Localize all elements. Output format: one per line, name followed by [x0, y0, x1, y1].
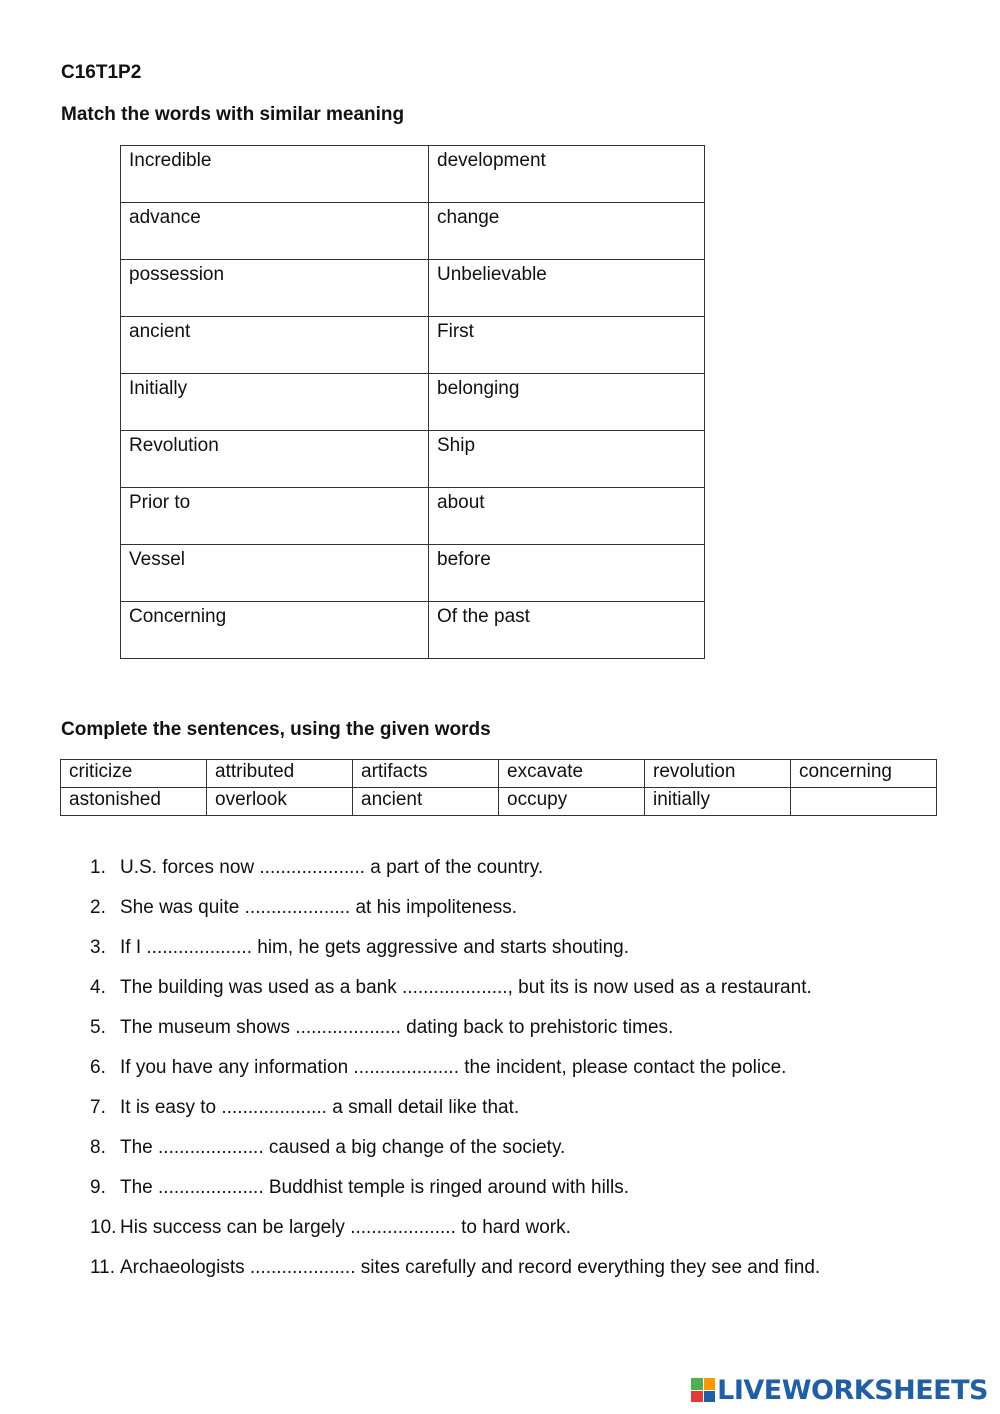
word-bank-cell: artifacts — [353, 760, 499, 788]
sentence-text: The building was used as a bank ...................., but its is now used as a restaurant. — [120, 977, 812, 998]
liveworksheets-logo — [691, 1374, 988, 1406]
matching-synonym: before — [429, 545, 705, 602]
matching-row — [121, 317, 705, 374]
matching-synonym: about — [429, 488, 705, 545]
matching-row — [121, 260, 705, 317]
sentence-number: 6. — [90, 1057, 106, 1078]
sentence-text: She was quite .................... at his impoliteness. — [120, 897, 518, 918]
sentence-text: U.S. forces now .................... a part of the country. — [120, 857, 544, 878]
word-bank-cell: initially — [645, 788, 791, 816]
matching-row — [121, 431, 705, 488]
word-bank-table — [60, 759, 937, 816]
matching-word: ancient — [121, 317, 429, 374]
liveworksheets-logo-icon — [691, 1378, 715, 1402]
worksheet-code: C16T1P2 — [61, 62, 142, 83]
sentence-number: 10. — [90, 1217, 117, 1238]
word-bank-cell: concerning — [791, 760, 937, 788]
logo-square-red — [691, 1391, 703, 1403]
word-bank-cell: revolution — [645, 760, 791, 788]
sentence-number: 8. — [90, 1137, 106, 1158]
matching-word: Incredible — [121, 146, 429, 203]
sentence-number: 11. — [90, 1257, 116, 1278]
matching-row — [121, 146, 705, 203]
sentence-item — [90, 977, 820, 1017]
matching-synonym: Of the past — [429, 602, 705, 659]
logo-square-orange — [704, 1378, 716, 1390]
matching-word: advance — [121, 203, 429, 260]
sentence-item — [90, 857, 820, 897]
matching-synonym: change — [429, 203, 705, 260]
sentence-text: If I .................... him, he gets aggressive and starts shouting. — [120, 937, 630, 958]
sentence-text: It is easy to .................... a small detail like that. — [120, 1097, 520, 1118]
sentence-item — [90, 1097, 820, 1137]
logo-square-blue — [704, 1391, 716, 1403]
word-bank-row — [61, 788, 937, 816]
matching-row — [121, 488, 705, 545]
section-title-matching: Match the words with similar meaning — [61, 104, 405, 125]
sentence-text: The .................... caused a big change of the society. — [120, 1137, 566, 1158]
word-bank-cell: ancient — [353, 788, 499, 816]
matching-synonym: Unbelievable — [429, 260, 705, 317]
sentence-number: 7. — [90, 1097, 106, 1118]
matching-synonym: belonging — [429, 374, 705, 431]
matching-row — [121, 545, 705, 602]
matching-word: Concerning — [121, 602, 429, 659]
word-bank-row — [61, 760, 937, 788]
word-bank-cell: criticize — [61, 760, 207, 788]
word-bank-cell — [791, 788, 937, 816]
sentence-item — [90, 1177, 820, 1217]
sentence-number: 2. — [90, 897, 106, 918]
word-bank-cell: occupy — [499, 788, 645, 816]
sentence-list — [90, 857, 820, 1297]
matching-word: Revolution — [121, 431, 429, 488]
sentence-item — [90, 1057, 820, 1097]
matching-synonym: Ship — [429, 431, 705, 488]
matching-synonym: development — [429, 146, 705, 203]
logo-square-green — [691, 1378, 703, 1390]
sentence-item — [90, 897, 820, 937]
word-bank-cell: overlook — [207, 788, 353, 816]
sentence-number: 4. — [90, 977, 106, 998]
matching-row — [121, 602, 705, 659]
sentence-number: 3. — [90, 937, 106, 958]
matching-word: Prior to — [121, 488, 429, 545]
sentence-number: 9. — [90, 1177, 106, 1198]
sentence-text: His success can be largely .................... to hard work. — [120, 1217, 571, 1238]
sentence-text: If you have any information .................... the incident, please contact the police. — [120, 1057, 787, 1078]
sentence-item — [90, 1137, 820, 1177]
word-bank-cell: excavate — [499, 760, 645, 788]
sentence-text: The museum shows .................... dating back to prehistoric times. — [120, 1017, 674, 1038]
matching-word: Initially — [121, 374, 429, 431]
logo-text: LIVEWORKSHEETS — [717, 1374, 988, 1406]
matching-row — [121, 203, 705, 260]
word-bank-cell: attributed — [207, 760, 353, 788]
matching-word: possession — [121, 260, 429, 317]
word-bank-cell: astonished — [61, 788, 207, 816]
section-title-complete: Complete the sentences, using the given words — [61, 719, 491, 740]
matching-word: Vessel — [121, 545, 429, 602]
sentence-item — [90, 1017, 820, 1057]
sentence-item — [90, 937, 820, 977]
sentence-text: Archaeologists .................... sites carefully and record everything they see and find. — [120, 1257, 821, 1278]
sentence-number: 1. — [90, 857, 106, 878]
sentence-number: 5. — [90, 1017, 106, 1038]
sentence-item — [90, 1217, 820, 1257]
matching-synonym: First — [429, 317, 705, 374]
matching-row — [121, 374, 705, 431]
sentence-text: The .................... Buddhist temple is ringed around with hills. — [120, 1177, 630, 1198]
matching-table — [120, 145, 705, 659]
sentence-item — [90, 1257, 820, 1297]
